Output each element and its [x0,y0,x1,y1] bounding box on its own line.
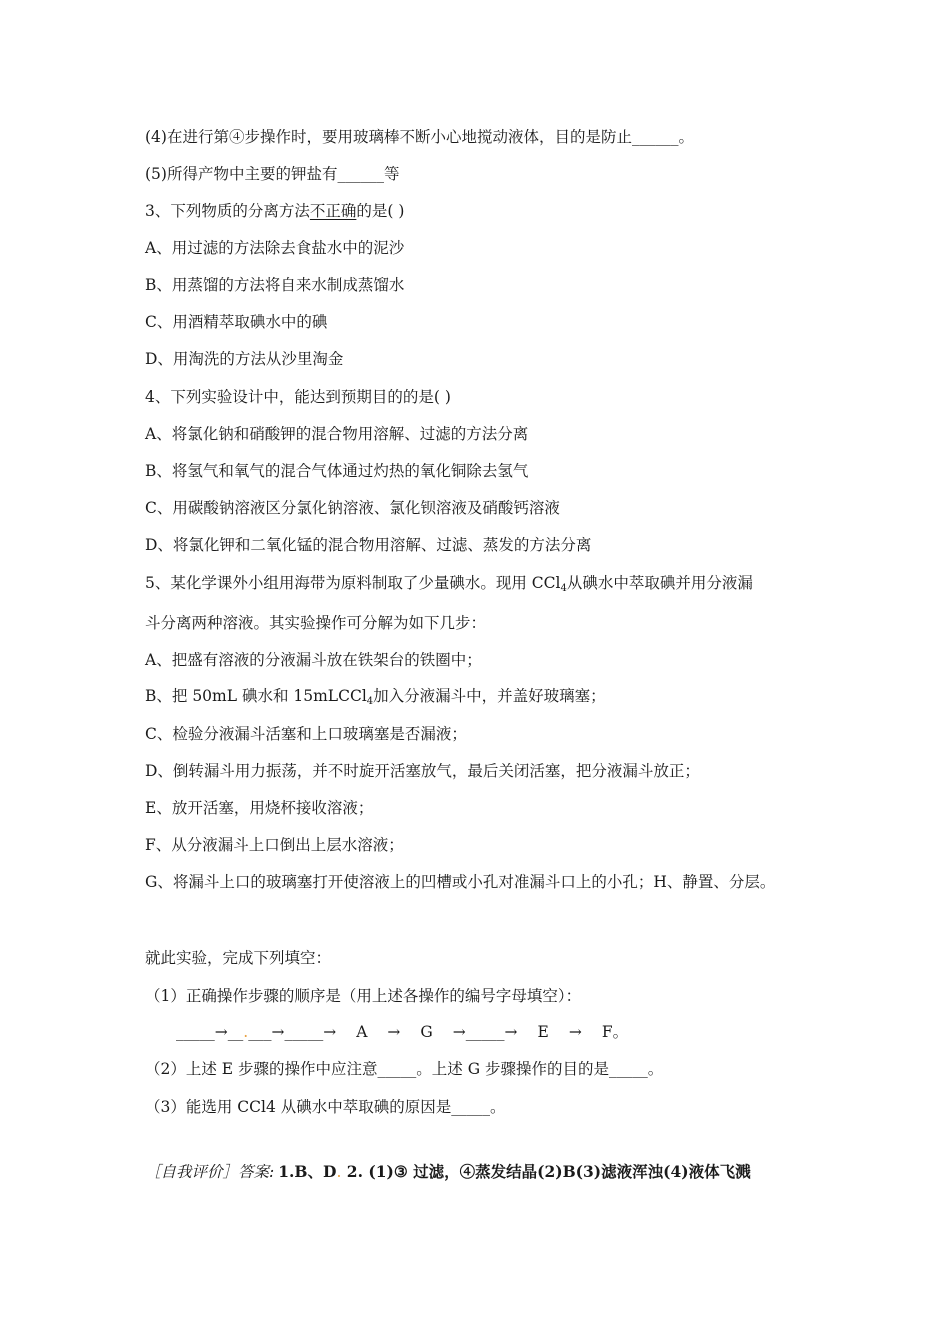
q5-intro: 就此实验，完成下列填空： [145,949,332,967]
q5-stem-line1-b: 从碘水中萃取碘并用分液漏 [566,574,753,592]
q5-step-c: C、检验分液漏斗活塞和上口玻璃塞是否漏液； [145,725,467,743]
seq-step-g: G [420,1023,433,1041]
answer-part-1: 1.B、D [278,1162,337,1181]
answer-part-2: 2. (1)③ 过滤，④蒸发结晶(2)B(3)滤液浑浊(4)液体飞溅 [341,1162,751,1181]
q5-step-d: D、倒转漏斗用力振荡，并不时旋开活塞放气，最后关闭活塞，把分液漏斗放正； [145,762,700,780]
q4-option-a: A、将氯化钠和硝酸钾的混合物用溶解、过滤的方法分离 [145,425,529,443]
q5-step-g: G、将漏斗上口的玻璃塞打开使溶液上的凹槽或小孔对准漏斗口上的小孔；H、静置、分层。 [145,873,776,891]
q5-step-e: E、放开活塞，用烧杯接收溶液； [145,799,374,817]
q3-stem-suffix: 的是( ) [356,202,405,220]
seq-blank-2b: ___ [248,1023,272,1041]
seq-arrow-5: → [452,1023,466,1041]
seq-step-e: E [537,1023,549,1041]
q5-step-f: F、从分液漏斗上口倒出上层水溶液； [145,836,404,854]
seq-step-a: A [356,1023,368,1041]
seq-arrow-2: → [271,1023,285,1041]
q5-sub2: （2）上述 E 步骤的操作中应注意_____。上述 G 步骤操作的目的是_____。 [145,1060,664,1078]
answer-label: ［自我评价］答案: [145,1163,275,1181]
answer-line [145,1162,751,1182]
seq-blank-1: _____ [176,1023,215,1041]
q5-stem-subscript: 4 [560,583,567,594]
q5-sub1: （1）正确操作步骤的顺序是（用上述各操作的编号字母填空）： [145,987,582,1005]
seq-arrow-1: → [214,1023,228,1041]
q3-option-d: D、用淘洗的方法从沙里淘金 [145,350,344,368]
q4-stem: 4、下列实验设计中，能达到预期目的的是( ) [145,388,451,406]
q5-step-b-a: B、把 50mL 碘水和 15mLCCl [145,687,367,705]
seq-blank-2a: __ [227,1023,244,1041]
q4-option-c: C、用碳酸钠溶液区分氯化钠溶液、氯化钡溶液及硝酸钙溶液 [145,499,560,517]
q5-step-a: A、把盛有溶液的分液漏斗放在铁架台的铁圈中； [145,651,482,669]
q5-sub3: （3）能选用 CCl4 从碘水中萃取碘的原因是_____。 [145,1098,506,1116]
q5-stem-line1-a: 5、某化学课外小组用海带为原料制取了少量碘水。现用 CCl [145,574,561,592]
q3-option-c: C、用酒精萃取碘水中的碘 [145,313,328,331]
q3-stem-emphasis: 不正确 [309,202,357,220]
q5-step-b-subscript: 4 [366,696,374,707]
q3-stem-prefix: 3、下列物质的分离方法 [145,202,310,220]
q3-option-a: A、用过滤的方法除去食盐水中的泥沙 [145,239,405,257]
answer-dot: . [336,1163,342,1181]
q5-sequence [176,1022,628,1042]
seq-arrow-3: → [323,1023,337,1041]
q2-item4: (4)在进行第④步操作时，要用玻璃棒不断小心地搅动液体，目的是防止______。 [145,128,694,146]
q3-option-b: B、用蒸馏的方法将自来水制成蒸馏水 [145,276,405,294]
q5-stem-line1 [145,573,753,599]
seq-arrow-7: → [568,1023,582,1041]
seq-blank-3: _____ [284,1023,324,1041]
seq-dot: . [243,1023,249,1041]
q4-option-b: B、将氢气和氧气的混合气体通过灼热的氧化铜除去氢气 [145,462,529,480]
q2-item5: (5)所得产物中主要的钾盐有______等 [145,165,400,183]
q3-stem [145,201,404,221]
seq-arrow-4: → [387,1023,401,1041]
seq-step-f: F。 [601,1023,629,1041]
q5-stem-line2: 斗分离两种溶液。其实验操作可分解为如下几步： [145,614,487,632]
q5-step-b-b: 加入分液漏斗中，并盖好玻璃塞； [373,687,606,705]
seq-arrow-6: → [504,1023,518,1041]
q4-option-d: D、将氯化钾和二氧化锰的混合物用溶解、过滤、蒸发的方法分离 [145,536,592,554]
seq-blank-4: _____ [465,1023,505,1041]
q5-step-b [145,686,606,712]
